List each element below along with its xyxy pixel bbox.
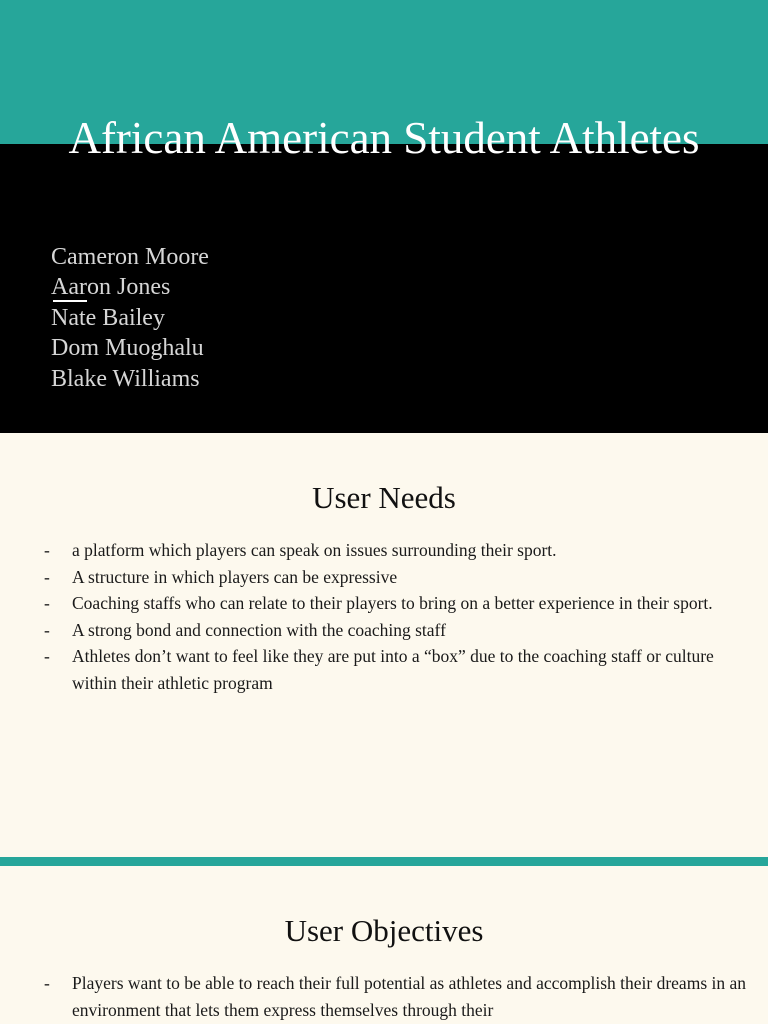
- user-needs-heading: User Needs: [312, 480, 456, 515]
- team-member: Aaron Jones: [51, 274, 171, 301]
- list-item: - A structure in which players can be expressive: [44, 564, 749, 591]
- bullet-dash: -: [44, 973, 50, 993]
- list-item: - Athletes don’t want to feel like they are put into a “box” due to the coaching staff or culture within their athletic program: [44, 643, 749, 696]
- user-needs-slide: [0, 433, 768, 857]
- list-item: - A strong bond and connection with the coaching staff: [44, 617, 749, 644]
- team-member: Nate Bailey: [51, 304, 165, 331]
- text-cursor-underline: [53, 300, 87, 302]
- user-objectives-slide: [0, 866, 768, 1024]
- team-member-list: [51, 242, 209, 394]
- team-member: Cameron Moore: [51, 244, 209, 270]
- team-member: Dom Muoghalu: [51, 335, 204, 362]
- bullet-dash: -: [44, 593, 50, 613]
- list-item: - Coaching staffs who can relate to their players to bring on a better experience in their sport.: [44, 590, 749, 617]
- user-objectives-list: [44, 970, 749, 1023]
- bullet-dash: -: [44, 540, 50, 560]
- slide-title: African American Student Athletes: [68, 113, 700, 163]
- bullet-dash: -: [44, 566, 50, 587]
- team-member: Blake Williams: [51, 365, 200, 392]
- bullet-dash: -: [44, 646, 50, 666]
- bullet-dash: -: [44, 619, 50, 640]
- list-item: - a platform which players can speak on issues surrounding their sport.: [44, 537, 749, 564]
- list-item: - Players want to be able to reach their full potential as athletes and accomplish their dreams in an environment that lets them express themselves through their: [44, 970, 749, 1023]
- title-slide: [0, 0, 768, 433]
- slide-divider: [0, 857, 768, 866]
- user-objectives-heading: User Objectives: [284, 913, 484, 948]
- user-needs-list: [44, 537, 749, 696]
